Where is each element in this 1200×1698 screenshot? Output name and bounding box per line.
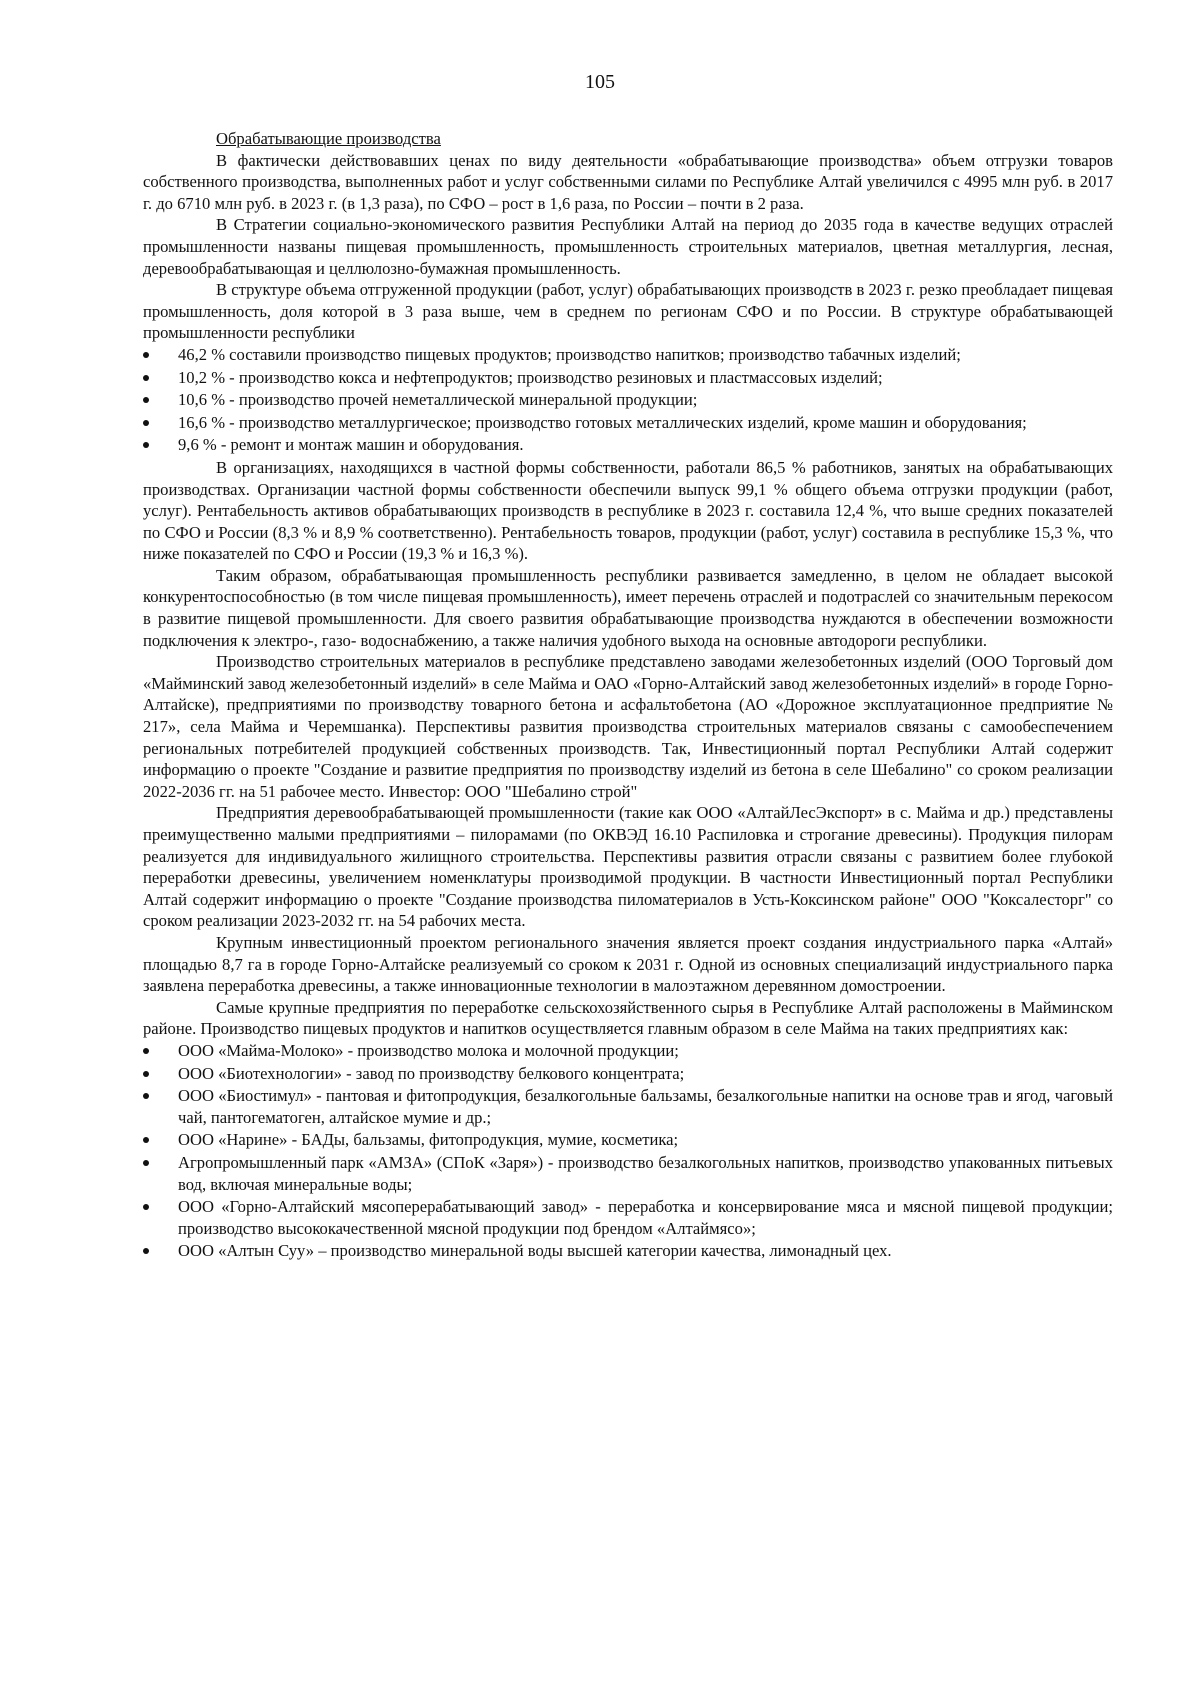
bullet-icon (143, 1160, 149, 1166)
section-heading: Обрабатывающие производства (216, 129, 441, 148)
industry-structure-list (143, 344, 1113, 456)
list-item: 10,2 % - производство кокса и нефтепродуктов; производство резиновых и пластмассовых изделий; (143, 367, 1113, 389)
bullet-icon (143, 1137, 149, 1143)
list-item: ООО «Биотехнологии» - завод по производству белкового концентрата; (143, 1063, 1113, 1085)
paragraph: Предприятия деревообрабатывающей промышленности (такие как ООО «АлтайЛесЭкспорт» в с. Майма и др.) представлены преимущественно малыми предприятиями – пилорамами (по ОКВЭД 16.10 Распиловка и строгание древесины). Продукция пилорам реализуется для индивидуального жилищного строительства. Перспективы развития отрасли связаны с развитием более глубокой переработки древесины, увеличением номенклатуры производимой продукции. В частности Инвестиционный портал Республики Алтай содержит информацию о проекте "Создание производства пиломатериалов в Усть-Коксинском районе" ООО "Коксалесторг" со сроком реализации 2023-2032 гг. на 54 рабочих места. (143, 803, 1113, 931)
paragraph: Самые крупные предприятия по переработке сельскохозяйственного сырья в Республике Алтай расположены в Майминском районе. Производство пищевых продуктов и напитков осуществляется главным образом в селе Майма на таких предприятиях как: (143, 997, 1113, 1039)
enterprise-list (143, 1040, 1113, 1262)
bullet-icon (143, 420, 149, 426)
bullet-icon (143, 442, 149, 448)
bullet-icon (143, 375, 149, 381)
list-item: 16,6 % - производство металлургическое; производство готовых металлических изделий, кроме машин и оборудования; (143, 412, 1113, 434)
paragraph: Производство строительных материалов в республике представлено заводами железобетонных изделий (ООО Торговый дом «Майминский завод железобетонный изделий» в селе Майма и ОАО «Горно-Алтайский завод железобетонных изделий» в городе Горно-Алтайске), предприятиями по производству товарного бетона и асфальтобетона (АО «Дорожное эксплуатационное предприятие № 217», села Майма и Черемшанка). Перспективы развития производства строительных материалов связаны с самообеспечением региональных потребителей продукцией собственных производств. Так, Инвестиционный портал Республики Алтай содержит информацию о проекте "Создание и развитие предприятия по производству изделий из бетона в селе Шебалино" со сроком реализации 2022-2036 гг. на 51 рабочее место. Инвестор: ООО "Шебалино строй" (143, 652, 1113, 801)
bullet-icon (143, 1248, 149, 1254)
bullet-icon (143, 1093, 149, 1099)
bullet-icon (143, 1071, 149, 1077)
paragraph: В структуре объема отгруженной продукции (работ, услуг) обрабатывающих производств в 2023 г. резко преобладает пищевая промышленность, доля которой в 3 раза выше, чем в среднем по регионам СФО и по России. В структуре обрабатывающей промышленности республики (143, 280, 1113, 343)
list-item: ООО «Горно-Алтайский мясоперерабатывающий завод» - переработка и консервирование мяса и мясной пищевой продукции; производство высококачественной мясной продукции под брендом «Алтаймясо»; (143, 1196, 1113, 1239)
bullet-icon (143, 1204, 149, 1210)
paragraph: Крупным инвестиционный проектом регионального значения является проект создания индустриального парка «Алтай» площадью 8,7 га в городе Горно-Алтайске реализуемый со сроком к 2031 г. Одной из основных специализаций индустриального парка заявлена переработка древесины, а также инновационные технологии в малоэтажном деревянном домостроении. (143, 932, 1113, 996)
list-item: 9,6 % - ремонт и монтаж машин и оборудования. (143, 434, 1113, 456)
bullet-icon (143, 397, 149, 403)
paragraph: В Стратегии социально-экономического развития Республики Алтай на период до 2035 года в качестве ведущих отраслей промышленности названы пищевая промышленность, промышленность строительных материалов, цветная металлургия, лесная, деревообрабатывающая и целлюлозно-бумажная промышленность. (143, 215, 1113, 278)
paragraph: В фактически действовавших ценах по виду деятельности «обрабатывающие производства» объем отгрузки товаров собственного производства, выполненных работ и услуг собственными силами по Республике Алтай увеличился с 4995 млн руб. в 2017 г. до 6710 млн руб. в 2023 г. (в 1,3 раза), по СФО – рост в 1,6 раза, по России – почти в 2 раза. (143, 150, 1113, 213)
paragraph: Таким образом, обрабатывающая промышленность республики развивается замедленно, в целом не обладает высокой конкурентоспособностью (в том числе пищевая промышленность), имеет перечень отраслей и подотраслей со значительным перекосом в развитие пищевой промышленности. Для своего развития обрабатывающие производства нуждаются в обеспечении возможности подключения к электро-, газо- водоснабжению, а также наличия удобного выхода на основные автодороги республики. (143, 565, 1113, 650)
list-item: ООО «Биостимул» - пантовая и фитопродукция, безалкогольные бальзамы, безалкогольные напитки на основе трав и ягод, чаговый чай, пантогематоген, алтайское мумие и др.; (143, 1085, 1113, 1128)
list-item: Агропромышленный парк «АМЗА» (СПоК «Заря») - производство безалкогольных напитков, производство упакованных питьевых вод, включая минеральные воды; (143, 1152, 1113, 1195)
paragraph: В организациях, находящихся в частной формы собственности, работали 86,5 % работников, занятых на обрабатывающих производствах. Организации частной формы собственности обеспечили выпуск 99,1 % общего объема отгрузки продукции (работ, услуг). Рентабельность активов обрабатывающих производств в республике в 2023 г. составила 12,4 %, что выше средних показателей по СФО и России (8,3 % и 8,9 % соответственно). Рентабельность товаров, продукции (работ, услуг) составила в республике 15,3 %, что ниже показателей по СФО и России (19,3 % и 16,3 %). (143, 457, 1113, 564)
list-item: 46,2 % составили производство пищевых продуктов; производство напитков; производство табачных изделий; (143, 344, 1113, 366)
bullet-icon (143, 352, 149, 358)
bullet-icon (143, 1048, 149, 1054)
list-item: ООО «Майма-Молоко» - производство молока и молочной продукции; (143, 1040, 1113, 1062)
list-item: ООО «Алтын Суу» – производство минеральной воды высшей категории качества, лимонадный цех. (143, 1240, 1113, 1262)
page-number: 105 (585, 71, 615, 93)
list-item: 10,6 % - производство прочей неметаллической минеральной продукции; (143, 389, 1113, 411)
list-item: ООО «Нарине» - БАДы, бальзамы, фитопродукция, мумие, косметика; (143, 1129, 1113, 1151)
document-body (143, 128, 1113, 1263)
